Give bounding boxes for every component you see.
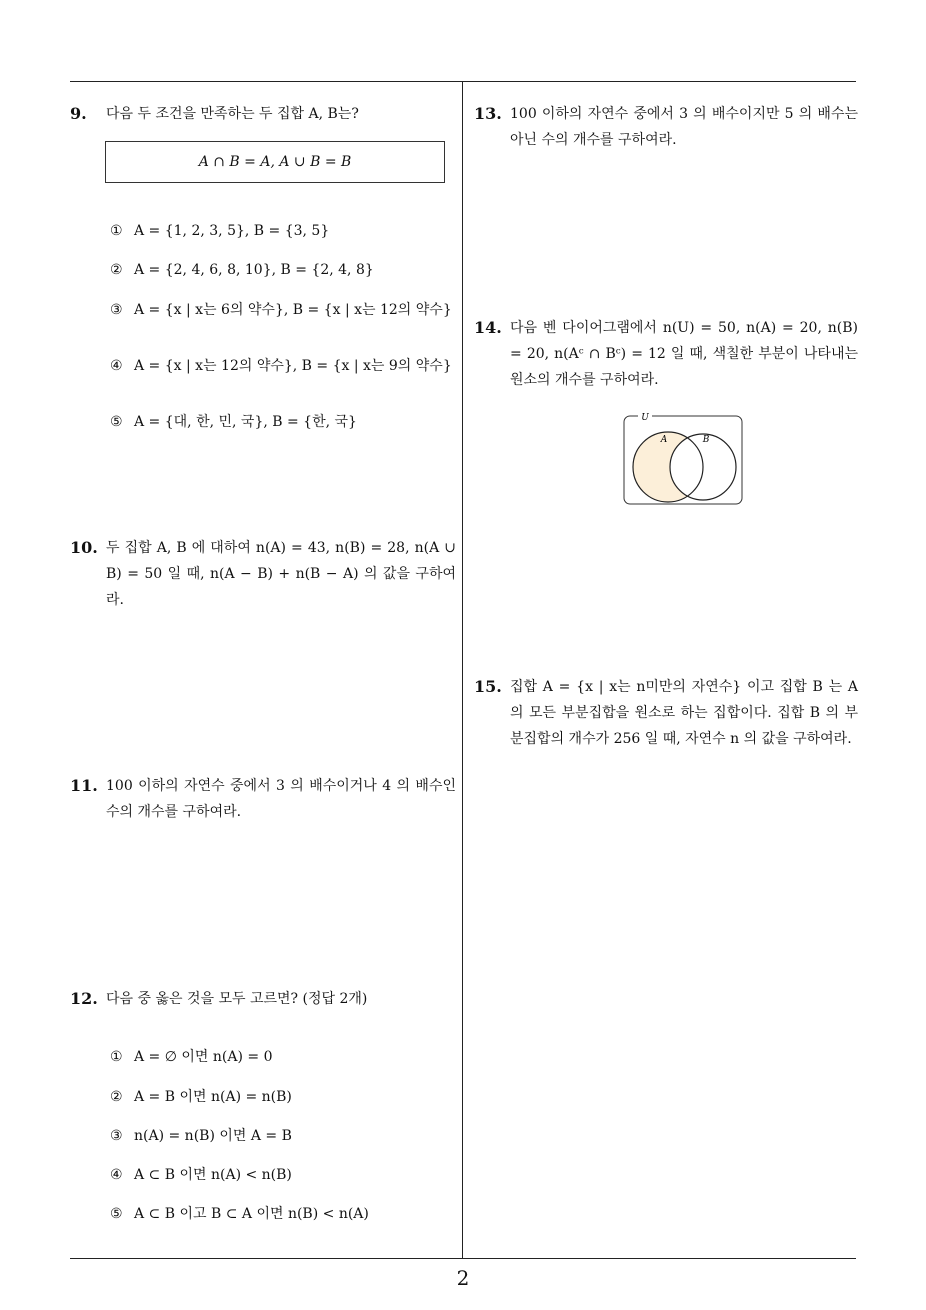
q12-option-4[interactable] xyxy=(110,1163,450,1187)
venn-diagram xyxy=(620,410,746,508)
question-number: 11. xyxy=(70,776,98,795)
q12-option-5[interactable] xyxy=(110,1202,450,1226)
question-text: 100 이하의 자연수 중에서 3 의 배수이지만 5 의 배수는 아닌 수의 개수를 구하여라. xyxy=(510,106,858,148)
option-mark: ② xyxy=(110,1089,123,1105)
set-b-label: B xyxy=(702,435,710,445)
question-number: 10. xyxy=(70,538,98,557)
option-mark: ② xyxy=(110,262,123,278)
q9-option-2[interactable] xyxy=(110,258,450,282)
option-text: A = {x | x는 6의 약수}, B = {x | x는 12의 약수} xyxy=(134,302,452,318)
question-number: 12. xyxy=(70,989,98,1008)
question-number: 9. xyxy=(70,104,87,123)
option-text: A = {2, 4, 6, 8, 10}, B = {2, 4, 8} xyxy=(134,262,374,278)
option-text: n(A) = n(B) 이면 A = B xyxy=(134,1128,292,1144)
question-number: 14. xyxy=(474,318,502,337)
option-mark: ③ xyxy=(110,1128,123,1144)
condition-text: A ∩ B = A, A ∪ B = B xyxy=(198,154,352,170)
option-text: A = {대, 한, 민, 국}, B = {한, 국} xyxy=(134,414,357,430)
universe-label: U xyxy=(641,413,649,423)
option-text: A = ∅ 이면 n(A) = 0 xyxy=(134,1049,273,1065)
option-text: A ⊂ B 이고 B ⊂ A 이면 n(B) < n(A) xyxy=(134,1206,369,1222)
question-9 xyxy=(70,101,456,127)
question-text: 집합 A = {x | x는 n미만의 자연수} 이고 집합 B 는 A 의 모든 부분집합을 원소로 하는 집합이다. 집합 B 의 부분집합의 개수가 256 일 때, 자연수 n 의 값을 구하여라. xyxy=(510,679,858,747)
option-mark: ① xyxy=(110,1049,123,1065)
top-rule xyxy=(70,81,856,82)
question-text: 다음 두 조건을 만족하는 두 집합 A, B는? xyxy=(106,106,359,122)
question-number: 13. xyxy=(474,104,502,123)
option-mark: ③ xyxy=(110,302,123,318)
option-text: A = B 이면 n(A) = n(B) xyxy=(134,1089,292,1105)
question-text: 다음 벤 다이어그램에서 n(U) = 50, n(A) = 20, n(B) = 20, n(Aᶜ ∩ Bᶜ) = 12 일 때, 색칠한 부분이 나타내는 원소의 개수를 구하여라. xyxy=(510,320,858,388)
set-a-label: A xyxy=(660,435,668,445)
option-mark: ⑤ xyxy=(110,414,123,430)
option-text: A ⊂ B 이면 n(A) < n(B) xyxy=(134,1167,292,1183)
question-11 xyxy=(70,773,456,825)
option-mark: ① xyxy=(110,223,123,239)
bottom-rule xyxy=(70,1258,856,1259)
option-text: A = {x | x는 12의 약수}, B = {x | x는 9의 약수} xyxy=(134,358,452,374)
question-text: 100 이하의 자연수 중에서 3 의 배수이거나 4 의 배수인 수의 개수를 구하여라. xyxy=(106,778,456,820)
column-divider xyxy=(462,82,463,1258)
question-10 xyxy=(70,535,456,613)
question-text: 다음 중 옳은 것을 모두 고르면? (정답 2개) xyxy=(106,991,368,1007)
q12-option-2[interactable] xyxy=(110,1085,450,1109)
question-13 xyxy=(474,101,858,153)
q12-option-1[interactable] xyxy=(110,1045,450,1069)
q12-option-3[interactable] xyxy=(110,1124,450,1148)
q9-option-5[interactable] xyxy=(110,410,450,434)
condition-box xyxy=(105,141,445,183)
q9-option-1[interactable] xyxy=(110,219,450,243)
option-text: A = {1, 2, 3, 5}, B = {3, 5} xyxy=(134,223,330,239)
page-number: 2 xyxy=(456,1266,470,1290)
q9-option-3[interactable] xyxy=(110,298,452,322)
question-number: 15. xyxy=(474,677,502,696)
question-15 xyxy=(474,674,858,752)
option-mark: ④ xyxy=(110,358,123,374)
question-12 xyxy=(70,986,456,1012)
q9-option-4[interactable] xyxy=(110,354,452,378)
question-14 xyxy=(474,315,858,393)
option-mark: ④ xyxy=(110,1167,123,1183)
option-mark: ⑤ xyxy=(110,1206,123,1222)
question-text: 두 집합 A, B 에 대하여 n(A) = 43, n(B) = 28, n(A ∪ B) = 50 일 때, n(A − B) + n(B − A) 의 값을 구하여라. xyxy=(106,540,456,608)
